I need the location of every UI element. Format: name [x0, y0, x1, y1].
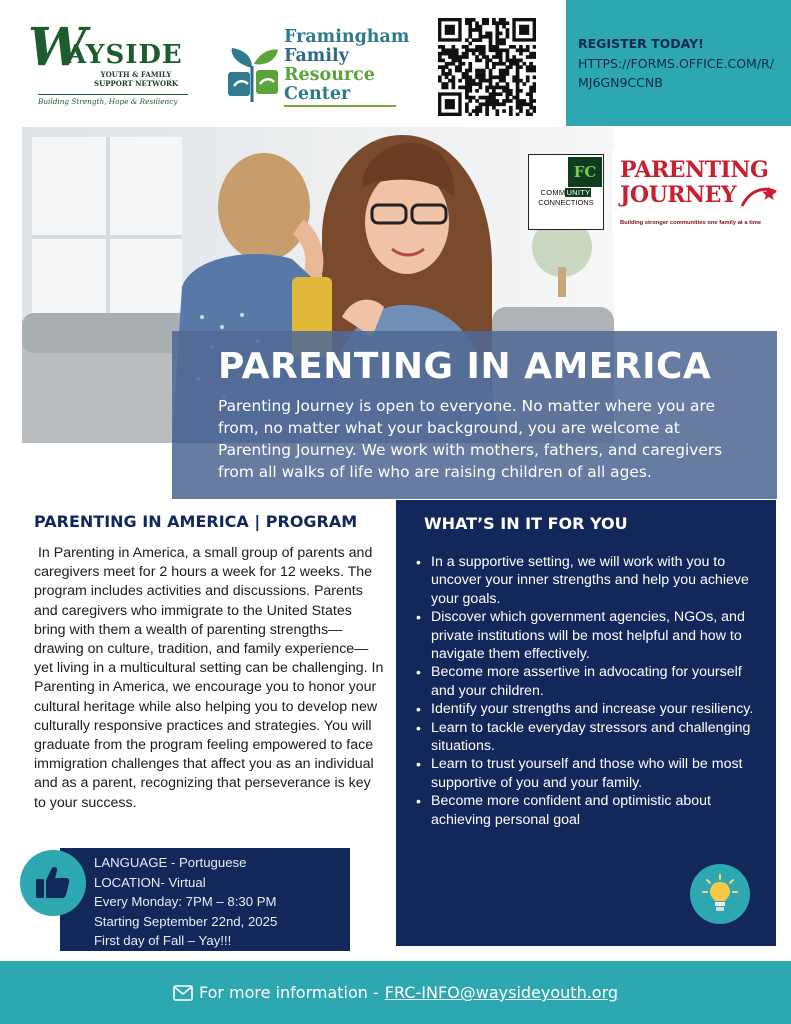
detail-note: First day of Fall – Yay!!!	[94, 933, 232, 949]
cc-line1-a: COMM	[540, 188, 566, 197]
frc-divider	[284, 105, 396, 107]
bullet-icon: •	[416, 664, 421, 681]
detail-location: LOCATION- Virtual	[94, 874, 206, 890]
cc-mark: FC	[568, 157, 602, 187]
benefits-title: WHAT’S IN IT FOR YOU	[424, 514, 628, 533]
qr-code[interactable]	[438, 18, 536, 116]
benefit-text: Learn to tackle everyday stressors and challenging situations.	[431, 719, 751, 755]
benefit-text: In a supportive setting, we will work with you to uncover your inner strengths and help you achieve your goals.	[431, 554, 749, 607]
frc-line1: Framingham	[284, 27, 410, 47]
community-connections-logo	[528, 154, 604, 230]
pj-tagline: Building stronger communities one family at a time	[620, 220, 762, 226]
footer-contact	[173, 983, 618, 1002]
bullet-icon: •	[416, 793, 421, 810]
wayside-sub-line1: YOUTH & FAMILY	[100, 70, 172, 79]
benefit-text: Discover which government agencies, NGOs, and private institutions will be most helpful and how to navigate them effectively.	[431, 609, 745, 663]
lightbulb-icon	[702, 874, 738, 914]
frc-line3: Resource	[284, 65, 375, 85]
wayside-logo	[28, 18, 188, 110]
detail-start: Starting September 22nd, 2025	[94, 913, 278, 929]
benefit-text: Identify your strengths and increase your resiliency.	[431, 701, 754, 718]
footer-email-link[interactable]: FRC-INFO@waysideyouth.org	[384, 983, 619, 1002]
hero-title: PARENTING IN AMERICA	[218, 346, 712, 387]
wayside-sub-line2: SUPPORT NETWORK	[94, 79, 178, 88]
benefit-item	[416, 755, 760, 792]
register-box	[566, 0, 791, 126]
detail-language: LANGUAGE - Portuguese	[94, 855, 247, 870]
wayside-initial: W	[28, 17, 87, 78]
bullet-icon: •	[416, 719, 421, 736]
wayside-divider	[38, 94, 188, 95]
bullet-icon: •	[416, 701, 421, 718]
benefit-item	[416, 608, 760, 663]
footer-bar	[0, 961, 791, 1024]
register-title: REGISTER TODAY!	[578, 36, 704, 51]
footer-label: For more information -	[198, 983, 379, 1002]
wayside-subtitle	[88, 70, 184, 88]
lightbulb-badge	[690, 864, 750, 924]
register-link[interactable]: HTTPS://FORMS.OFFICE.COM/R/MJ6GN9CCNB	[578, 56, 774, 90]
frc-line4: Center	[284, 84, 351, 104]
detail-schedule: Every Monday: 7PM – 8:30 PM	[94, 894, 277, 910]
benefit-item	[416, 553, 760, 608]
mail-icon	[173, 985, 193, 1001]
benefit-text: Learn to trust yourself and those who will be most supportive of you and your family.	[431, 756, 743, 791]
parenting-journey-logo	[612, 148, 782, 234]
pj-line1: PARENTING	[620, 157, 769, 183]
benefit-text: Become more confident and optimistic about achieving personal goal	[431, 793, 711, 828]
program-title: PARENTING IN AMERICA | PROGRAM	[34, 512, 358, 531]
benefit-item	[416, 792, 760, 829]
cc-line1-b: UNITY	[566, 188, 591, 197]
benefit-item	[416, 700, 760, 718]
wayside-tagline: Building Strength, Hope & Resiliency	[38, 97, 178, 106]
thumbs-up-badge	[20, 850, 86, 916]
program-description	[34, 544, 386, 813]
hero-description: Parenting Journey is open to everyone. No matter where you are from, no matter what your background, you are welcome at Parenting Journey. We work with mothers, fathers, and caregivers from all walks of life who are raising children of all ages.	[218, 397, 723, 481]
frc-line2: Family	[284, 46, 349, 66]
benefit-item	[416, 719, 760, 756]
cc-line1	[529, 188, 603, 197]
program-body: In Parenting in America, a small group of parents and caregivers meet for 2 hours a week for 12 weeks. The program includes activities and discussions. Parents and caregivers who immigrate to the United States bring with them a wealth of parenting strengths—drawing on culture, tradition, and family experience—yet living in a multicultural setting can be challenging. In Parenting in America, we encourage you to honor your cultural heritage while also helping you to develop new culturally responsive practices and strategies. You will graduate from the program feeling empowered to face immigration challenges that affect you as an individual and as a parent, recognizing that perseverance is key to your success.	[34, 545, 384, 811]
wayside-name-rest: AYSIDE	[66, 40, 183, 70]
benefit-item	[416, 663, 760, 700]
frc-leaf-icon	[226, 46, 282, 104]
pj-line2: JOURNEY	[620, 182, 737, 208]
benefit-text: Become more assertive in advocating for yourself and your children.	[431, 664, 742, 699]
cc-line2: CONNECTIONS	[538, 198, 594, 207]
pj-swoosh-icon	[740, 182, 778, 210]
hero-banner	[172, 331, 777, 499]
frc-logo	[226, 27, 410, 108]
details-box	[60, 848, 350, 951]
bullet-icon: •	[416, 756, 421, 773]
bullet-icon: •	[416, 609, 421, 626]
bullet-icon: •	[416, 554, 421, 570]
benefits-list	[410, 553, 760, 829]
thumbs-up-icon	[35, 864, 71, 900]
frc-wordmark	[284, 28, 409, 104]
